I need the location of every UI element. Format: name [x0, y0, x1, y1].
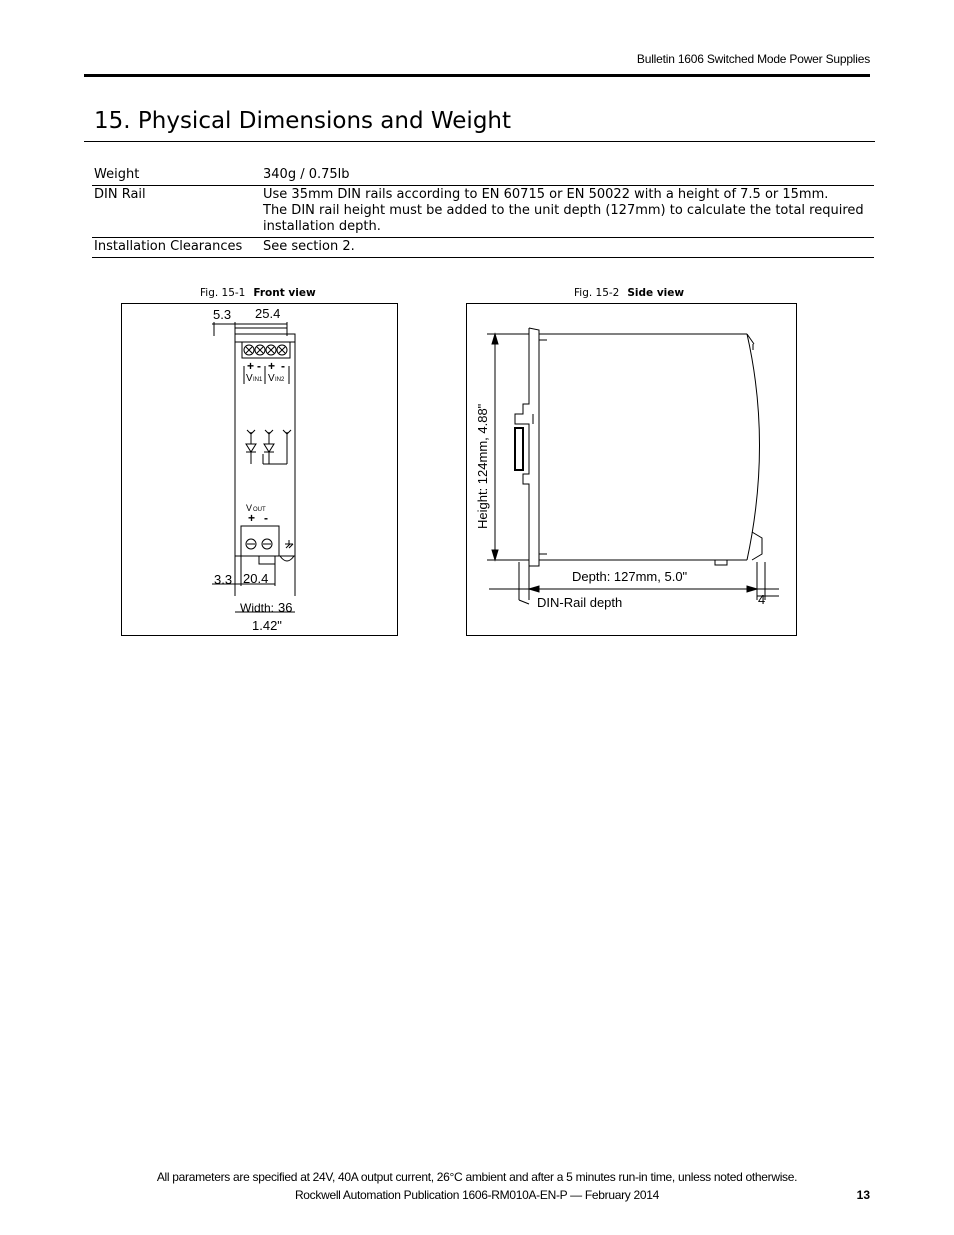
dim-top-width: 25.4 [255, 306, 281, 321]
table-row [92, 186, 874, 238]
spec-value-line1: Use 35mm DIN rails according to EN 60715 or EN 50022 with a height of 7.5 or 15mm. [263, 187, 829, 202]
dim-bottom-width: 20.4 [243, 571, 269, 586]
table-row [92, 166, 874, 186]
height-label: Height: 124mm, 4.88" [475, 403, 490, 529]
side-view-drawing [467, 304, 796, 635]
spec-value [261, 186, 874, 238]
width-label: Width: [240, 601, 275, 615]
width-inch: 1.42" [252, 618, 282, 633]
spec-value: 340g / 0.75lb [261, 166, 874, 186]
front-view-drawing [122, 304, 397, 635]
section-title: 15. Physical Dimensions and Weight [94, 108, 512, 134]
vout-label: V [246, 503, 253, 513]
vin1-minus: - [257, 359, 261, 373]
vin1-plus: + [247, 359, 255, 373]
depth-label: Depth: 127mm, 5.0" [572, 569, 688, 584]
title-rule [84, 141, 875, 142]
vin1-sub: IN1 [253, 377, 263, 383]
table-row [92, 238, 874, 258]
vout-sub: OUT [253, 507, 266, 513]
vin2-label: V [268, 373, 275, 384]
din-rail-label: DIN-Rail depth [537, 595, 623, 610]
front-view-figure [121, 303, 398, 636]
footer-note: All parameters are specified at 24V, 40A output current, 26°C ambient and after a 5 minutes run-in time, unless noted otherwise. [156, 1170, 798, 1184]
vin2-minus: - [281, 359, 285, 373]
header-rule [84, 74, 870, 77]
spec-label: DIN Rail [92, 186, 261, 238]
vout-plus: + [248, 511, 256, 525]
din-rail-value: 4 [758, 592, 766, 607]
vin2-sub: IN2 [275, 377, 285, 383]
vout-minus: - [264, 511, 268, 525]
spec-label: Weight [92, 166, 261, 186]
vin1-label: V [246, 373, 253, 384]
spec-label: Installation Clearances [92, 238, 261, 258]
width-value: 36 [278, 600, 293, 615]
side-view-figure [466, 303, 797, 636]
fig-side-number: Fig. 15-2 [574, 287, 620, 299]
fig-front-number: Fig. 15-1 [200, 287, 246, 299]
dim-top-left: 5.3 [213, 307, 232, 322]
spec-value: See section 2. [261, 238, 874, 258]
dim-bottom-left: 3.3 [214, 572, 233, 587]
fig-side-title: Side view [627, 287, 685, 299]
fig-side-caption [574, 287, 684, 299]
fig-front-title: Front view [253, 287, 316, 299]
page-number: 13 [856, 1188, 870, 1202]
vin2-plus: + [268, 359, 276, 373]
spec-value-line2: The DIN rail height must be added to the unit depth (127mm) to calculate the total required installation depth. [263, 203, 864, 234]
footer-publication: Rockwell Automation Publication 1606-RM010A-EN-P — February 2014 [294, 1188, 660, 1202]
header-bulletin: Bulletin 1606 Switched Mode Power Supplies [636, 52, 870, 66]
spec-table [92, 166, 874, 258]
fig-front-caption [200, 287, 316, 299]
